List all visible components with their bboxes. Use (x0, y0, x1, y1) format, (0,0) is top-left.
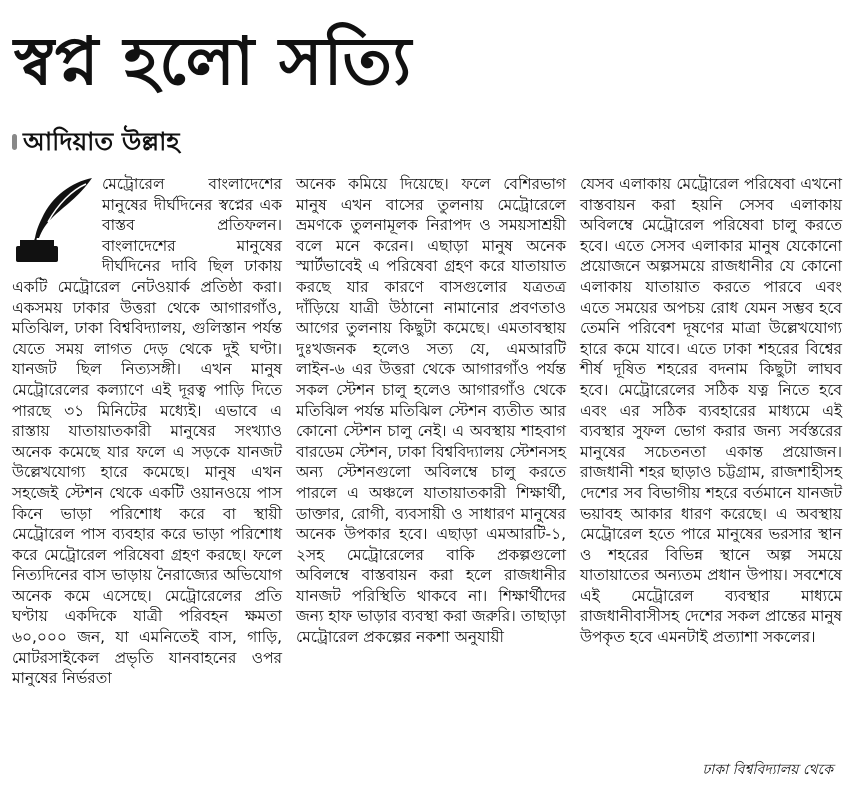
article-column-3 (580, 174, 842, 648)
author-name: আদিয়াত উল্লাহ (23, 127, 180, 156)
article-column-2-text: অনেক কমিয়ে দিয়েছে। ফলে বেশিরভাগ মানুষ এখন বাসের তুলনায় মেট্রোরেলে ভ্রমণকে তুলনামূলক নিরাপদ ও সময়সাশ্রয়ী বলে মনে করেন। এছাড়া মানুষ অনেক স্মার্টভাবেই এ পরিষেবা গ্রহণ করে যাতায়াত করছে যার কারণে বাসগুলোর যত্রতত্র দাঁড়িয়ে যাত্রী উঠানো নামানোর প্রবণতাও আগের তুলনায় কিছুটা কমেছে। এমতাবস্থায় দুঃখজনক হলেও সত্য যে, এমআরটি লাইন-৬ এর উত্তরা থেকে আগারগাঁও পর্যন্ত সকল স্টেশন চালু হলেও আগারগাঁও থেকে মতিঝিল পর্যন্ত মতিঝিল স্টেশন ব্যতীত আর কোনো স্টেশন চালু নেই। এ অবস্থায় শাহবাগ বারডেম স্টেশন, ঢাকা বিশ্ববিদ্যালয় স্টেশনসহ অন্য স্টেশনগুলো অবিলম্বে চালু করতে পারলে এ অঞ্চলে যাতায়াতকারী শিক্ষার্থী, ডাক্তার, রোগী, ব্যবসায়ী ও সাধারণ মানুষের অনেক উপকার হবে। এছাড়া এমআরটি-১, ২সহ মেট্রোরেলের বাকি প্রকল্পগুলো অবিলম্বে বাস্তবায়ন করা হলে রাজধানীর যানজট পরিস্থিতি থাকবে না। শিক্ষার্থীদের জন্য হাফ ভাড়ার ব্যবস্থা করা জরুরি। তাছাড়া মেট্রোরেল প্রকল্পের নকশা অনুযায়ী (296, 175, 566, 647)
article-column-3-text: যেসব এলাকায় মেট্রোরেল পরিষেবা এখনো বাস্তবায়ন করা হয়নি সেসব এলাকায় অবিলম্বে মেট্রোরেল পরিষেবা চালু করতে হবে। এতে সেসব এলাকার মানুষ যেকোনো প্রয়োজনে অল্পসময়ে রাজধানীর যে কোনো এলাকায় যাতায়াত করতে পারবে এবং এতে সময়ের অপচয় রোধ যেমন সম্ভব হবে তেমনি পরিবেশ দূষণের মাত্রা উল্লেখযোগ্য হারে কমে যাবে। এতে ঢাকা শহরের বিশ্বের শীর্ষ দূষিত শহরের বদনাম কিছুটা লাঘব হবে। মেট্রোরেলের সঠিক যত্ন নিতে হবে এবং এর সঠিক ব্যবহারের মাধ্যমে এই ব্যবস্থার সুফল ভোগ করার জন্য সর্বস্তরের মানুষের সচেতনতা একান্ত প্রয়োজন। রাজধানী শহর ছাড়াও চট্টগ্রাম, রাজশাহীসহ দেশের সব বিভাগীয় শহরে বর্তমানে যানজট ভয়াবহ আকার ধারণ করেছে। এ অবস্থায় মেট্রোরেল হতে পারে মানুষের ভরসার স্থান ও শহরের বিভিন্ন স্থানে অল্প সময়ে যাতায়াতের অন্যতম প্রধান উপায়। সবশেষে এই মেট্রোরেল ব্যবস্থার মাধ্যমে রাজধানীবাসীসহ দেশের সকল প্রান্তের মানুষ উপকৃত হবে এমনটাই প্রত্যাশা সকলের। (580, 175, 842, 647)
byline-bullet (12, 134, 17, 150)
article-column-1-text: মেট্রোরেল বাংলাদেশের মানুষের দীর্ঘদিনের স্বপ্নের এক বাস্তব প্রতিফলন। বাংলাদেশের মানুষের দীর্ঘদিনের দাবি ছিল ঢাকায় একটি মেট্রোরেল নেটওয়ার্ক প্রতিষ্ঠা করা। একসময় ঢাকার উত্তরা থেকে আগারগাঁও, মতিঝিল, ঢাকা বিশ্ববিদ্যালয়, গুলিস্তান পর্যন্ত যেতে সময় লাগত দেড় থেকে দুই ঘণ্টা। যানজট ছিল নিত্যসঙ্গী। এখন মানুষ মেট্রোরেলের কল্যাণে এই দূরত্ব পাড়ি দিতে পারছে ৩১ মিনিটের মধ্যেই। এভাবে এ রাস্তায় যাতায়াতকারী মানুষের সংখ্যাও অনেক কমেছে যার ফলে এ সড়কে যানজট উল্লেখযোগ্য হারে কমেছে। মানুষ এখন সহজেই স্টেশন থেকে একটি ওয়ানওয়ে পাস কিনে ভাড়া পরিশোধ করে বা স্থায়ী মেট্রোরেল পাস ব্যবহার করে ভাড়া পরিশোধ করে মেট্রোরেল পরিষেবা গ্রহণ করছে। ফলে নিত্যদিনের বাস ভাড়ায় নৈরাজ্যের অভিযোগ অনেক কমে এসেছে। মেট্রোরেলের প্রতি ঘণ্টায় একদিকে যাত্রী পরিবহন ক্ষমতা ৬০,০০০ জন, যা এমনিতেই বাস, গাড়ি, মোটরসাইকেল প্রভৃতি যানবাহনের ওপর মানুষের নির্ভরতা (12, 175, 282, 688)
article-headline: স্বপ্ন হলো সত্যি (14, 23, 413, 100)
byline (12, 126, 180, 158)
article-column-1 (12, 174, 282, 689)
article-column-2 (296, 174, 566, 648)
author-affiliation: ঢাকা বিশ্ববিদ্যালয় থেকে (702, 762, 833, 778)
quill-and-inkpot-icon (12, 174, 98, 264)
